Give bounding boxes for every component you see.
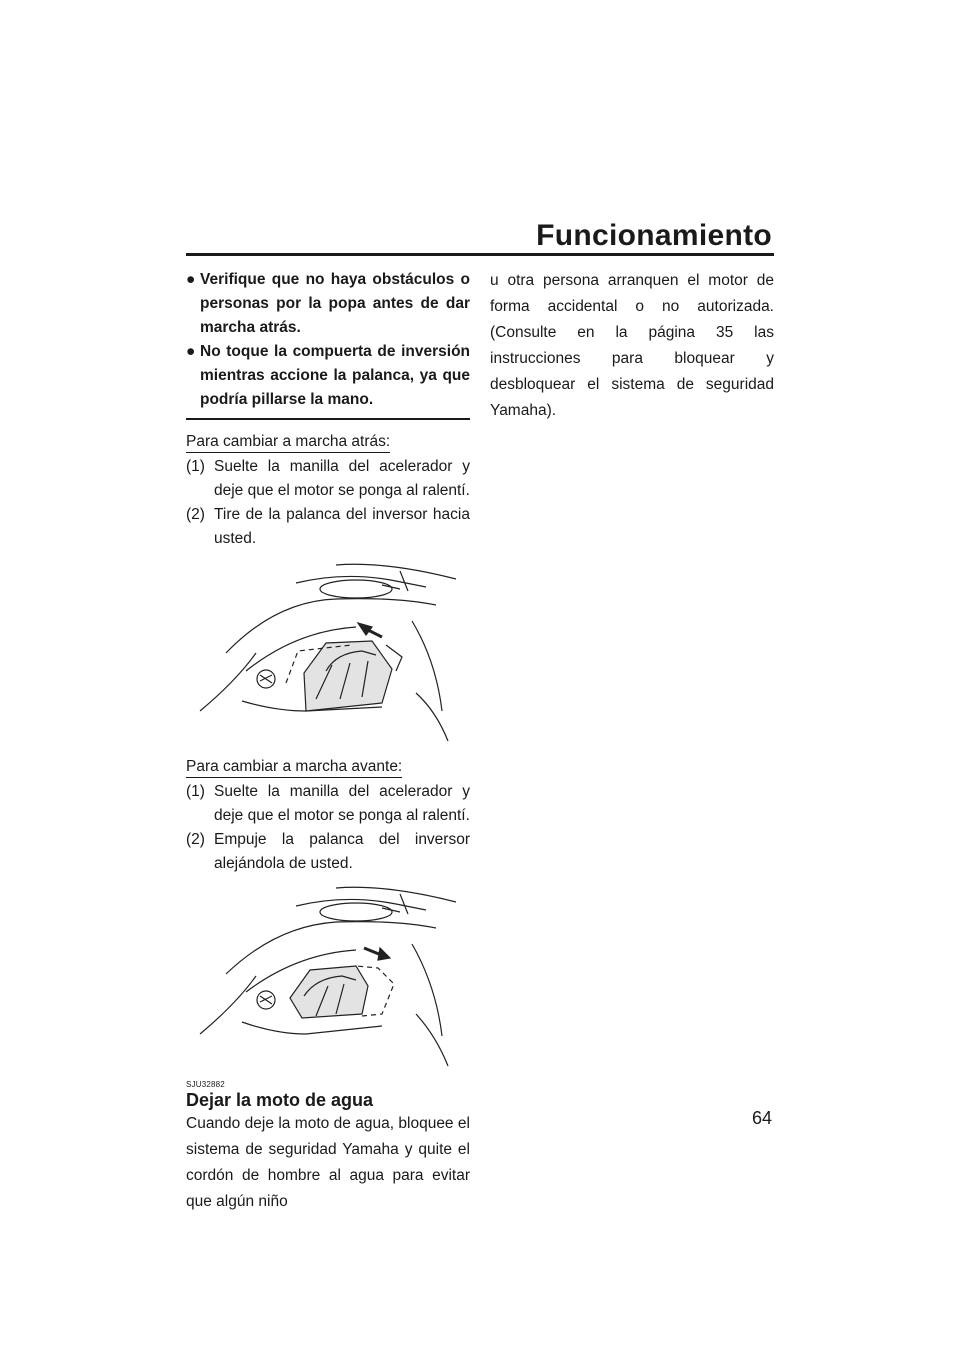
section-code: SJU32882 [186,1080,225,1089]
forward-heading: Para cambiar a marcha avante: [186,757,402,778]
reverse-step: (1) Suelte la manilla del acelerador y deje que el motor se ponga al ralentí. [186,458,470,499]
bullet-icon: ● [186,343,196,360]
reverse-heading: Para cambiar a marcha atrás: [186,432,390,453]
warning-end-rule [186,418,470,420]
reverse-illustration [186,561,470,747]
header-rule [186,253,774,256]
leaving-paragraph-right: u otra persona arranquen el motor de forma accidental o no autorizada. (Consulte en la página 35 las instrucciones para bloquear y desbloquear el sistema de seguridad Yamaha). [490,272,774,419]
right-column [490,268,774,424]
warning-item: ● No toque la compuerta de inversión mientras accione la palanca, ya que podría pillarse la mano. [186,340,470,412]
bullet-icon: ● [186,271,196,288]
forward-step: (1) Suelte la manilla del acelerador y deje que el motor se ponga al ralentí. [186,783,470,824]
forward-illustration [186,886,470,1072]
leaving-paragraph-left: Cuando deje la moto de agua, bloquee el sistema de seguridad Yamaha y quite el cordón de hombre al agua para evitar que algún niño [186,1115,470,1210]
section-title: Dejar la moto de agua [186,1090,374,1110]
left-column [186,268,470,1215]
forward-step: (2) Empuje la palanca del inversor alejándola de usted. [186,831,470,872]
reverse-step: (2) Tire de la palanca del inversor hacia usted. [186,506,470,547]
page-number: 64 [751,1108,772,1128]
warning-list [186,268,470,412]
page-title: Funcionamiento [536,219,772,252]
warning-item: ● Verifique que no haya obstáculos o personas por la popa antes de dar marcha atrás. [186,268,470,340]
